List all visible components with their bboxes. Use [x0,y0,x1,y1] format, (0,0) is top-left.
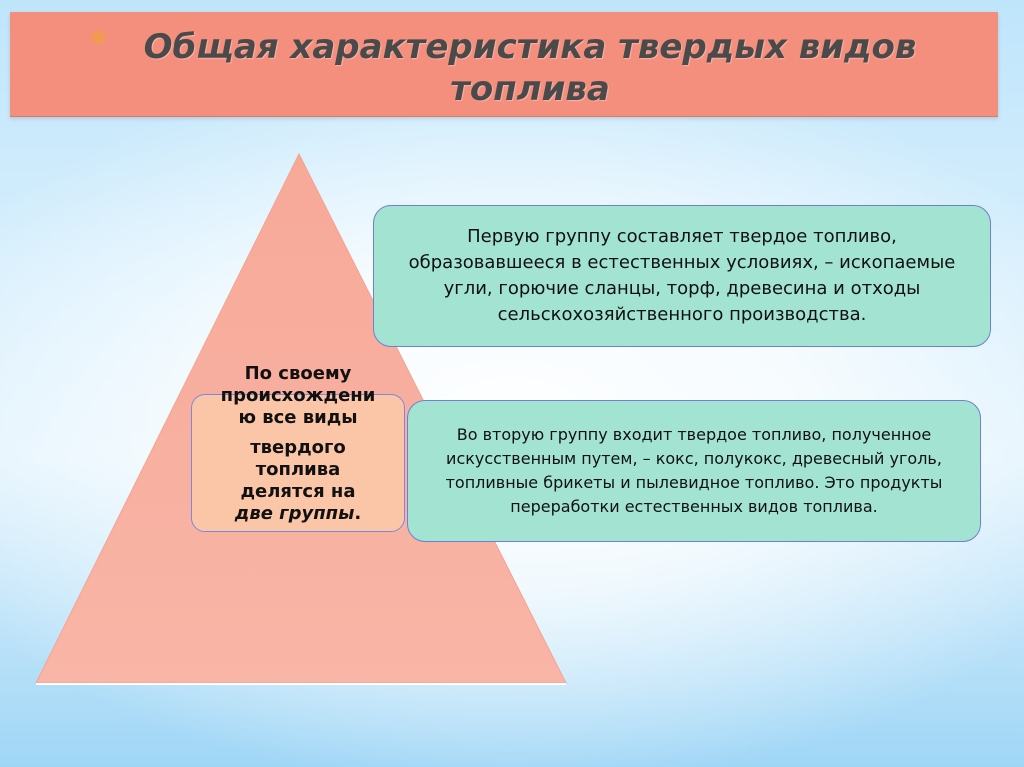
label-line: твердого [250,437,346,458]
label-line: топлива [255,459,341,480]
group-one-box [373,205,991,347]
classification-label [195,363,401,525]
group-one-text: Первую группу составляет твердое топливо, образовавшееся в естественных условиях, – ископаемые угли, горючие сланцы, торф, древесина и отходы сельскохозяйственного производства. [408,226,956,325]
label-line: делятся на [240,481,356,502]
label-line-last [195,503,401,525]
bullet-star-icon: * [90,24,107,62]
group-two-text: Во вторую группу входит твердое топливо, полученное искусственным путем, – кокс, полукокс, древесный уголь, топливные брикеты и пылевидное топливо. Это продукты переработки естественных видов топлива. [445,425,943,516]
label-emphasis: две группы [234,503,355,524]
group-two-box [407,400,981,542]
slide-title: Общая характеристика твердых видов топлива [143,27,917,109]
label-line: По своему [244,363,352,384]
label-punct: . [354,503,362,524]
label-line: ю все виды [238,407,358,428]
label-line: происхождени [220,385,376,406]
